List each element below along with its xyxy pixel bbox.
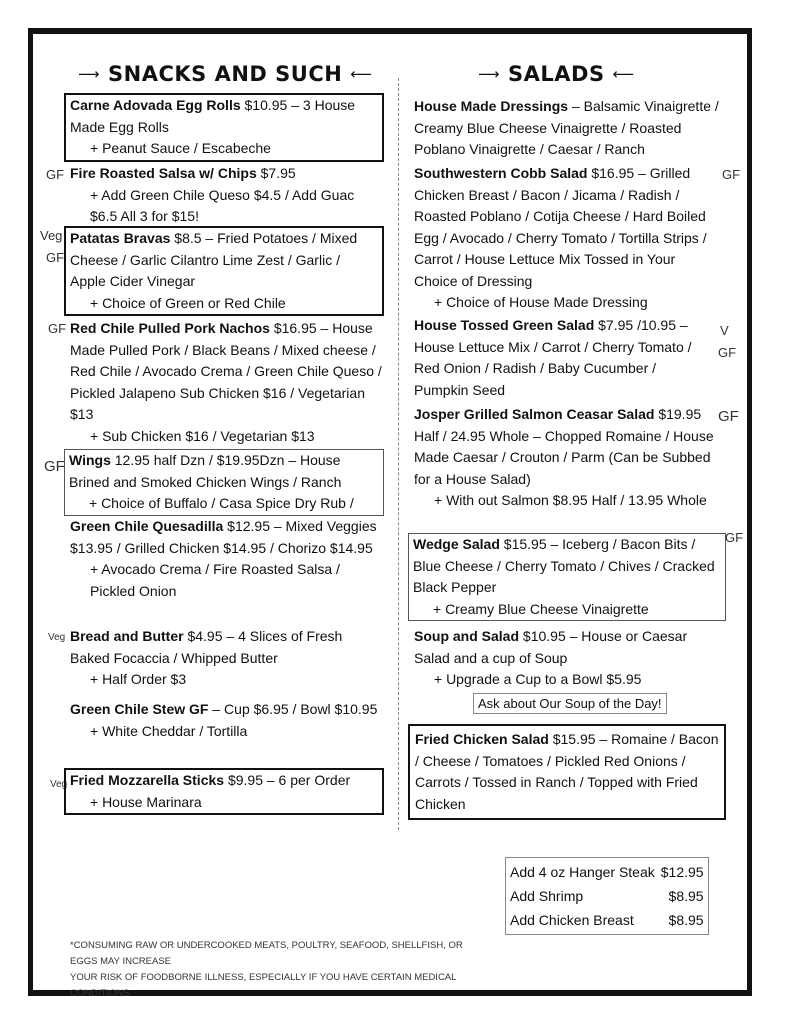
gf-tag: GF <box>725 530 744 545</box>
salads-heading-text: SALADS <box>508 62 605 86</box>
arrow-right-icon: ⟶ <box>478 65 501 83</box>
veg-tag: Veg <box>40 228 63 243</box>
menu-item-cobb: Southwestern Cobb Salad $16.95 – Grilled Chicken Breast / Bacon / Jicama / Radish / Roasted Poblano / Cotija Cheese / Hard Boiled Egg / Avocado / Cherry Tomato / Tortilla Strips / Carrot / House Lettuce Mix Tossed in Your Choice of Dressing + Choice of House Made Dressing <box>414 165 707 310</box>
menu-item-mozzarella: Fried Mozzarella Sticks $9.95 – 6 per Order + House Marinara <box>64 768 384 815</box>
add-ons-box <box>505 857 709 935</box>
menu-item-green-salad: House Tossed Green Salad $7.95 /10.95 – House Lettuce Mix / Carrot / Cherry Tomato / Red Onion / Radish / Baby Cucumber / Pumpkin Seed <box>414 317 692 398</box>
menu-item-wings: Wings 12.95 half Dzn / $19.95Dzn – House Brined and Smoked Chicken Wings / Ranch + Choice of Buffalo / Casa Spice Dry Rub / <box>64 449 384 516</box>
gf-tag: GF <box>718 408 739 425</box>
arrow-left-icon: ⟵ <box>612 65 635 83</box>
gf-tag: GF <box>46 167 65 182</box>
menu-item-wedge: Wedge Salad $15.95 – Iceberg / Bacon Bits / Blue Cheese / Cherry Tomato / Chives / Cracked Black Pepper + Creamy Blue Cheese Vinaigrette <box>408 533 726 621</box>
v-tag: V <box>720 323 729 338</box>
menu-item-dressings: House Made Dressings – Balsamic Vinaigrette / Creamy Blue Cheese Vinaigrette / Roasted Poblano Vinaigrette / Caesar / Ranch <box>414 98 719 157</box>
menu-item-green-chile-stew: Green Chile Stew GF – Cup $6.95 / Bowl $10.95 + White Cheddar / Tortilla <box>70 701 378 739</box>
add-on-row: Add 4 oz Hanger Steak $12.95 <box>510 864 704 880</box>
column-divider <box>398 78 399 830</box>
gf-tag: GF <box>44 458 65 475</box>
veg-tag: Veg <box>50 779 68 790</box>
menu-item-nachos: Red Chile Pulled Pork Nachos $16.95 – House Made Pulled Pork / Black Beans / Mixed cheese / Red Chile / Avocado Crema / Green Chile Queso / Pickled Jalapeno Sub Chicken $16 / Vegetarian $13 + Sub Chicken $16 / Vegetarian $13 <box>70 320 382 444</box>
snacks-heading <box>78 62 372 86</box>
gf-tag: GF <box>48 321 67 336</box>
add-on-row: Add Shrimp $8.95 <box>510 888 704 904</box>
menu-item-salsa: Fire Roasted Salsa w/ Chips $7.95 + Add Green Chile Queso $4.5 / Add Guac $6.5 All 3 for $15! <box>70 165 355 224</box>
food-safety-disclaimer: *CONSUMING RAW OR UNDERCOOKED MEATS, POULTRY, SEAFOOD, SHELLFISH, OR EGGS MAY INCREASE YOUR RISK OF FOODBORNE ILLNESS, ESPECIALLY IF YOU HAVE CERTAIN MEDICAL CONDITIONS. <box>70 940 463 999</box>
snacks-heading-text: SNACKS AND SUCH <box>108 62 343 86</box>
arrow-left-icon: ⟵ <box>350 65 373 83</box>
menu-item-carne-adovada: Carne Adovada Egg Rolls $10.95 – 3 House Made Egg Rolls + Peanut Sauce / Escabeche <box>64 93 384 162</box>
gf-tag: GF <box>718 345 737 360</box>
menu-item-quesadilla: Green Chile Quesadilla $12.95 – Mixed Veggies $13.95 / Grilled Chicken $14.95 / Chorizo $14.95 + Avocado Crema / Fire Roasted Salsa / Pickled Onion <box>70 518 377 599</box>
menu-item-patatas-bravas: Patatas Bravas $8.5 – Fried Potatoes / Mixed Cheese / Garlic Cilantro Lime Zest / Garlic / Apple Cider Vinegar + Choice of Green or Red Chile <box>64 226 384 316</box>
arrow-right-icon: ⟶ <box>78 65 101 83</box>
menu-item-fried-chicken-salad: Fried Chicken Salad $15.95 – Romaine / Bacon / Cheese / Tomatoes / Pickled Red Onions / Carrots / Tossed in Ranch / Topped with Fried Chicken <box>408 724 726 820</box>
gf-tag: GF <box>46 250 65 265</box>
menu-item-bread-butter: Bread and Butter $4.95 – 4 Slices of Fresh Baked Focaccia / Whipped Butter + Half Order $3 <box>70 628 343 687</box>
add-on-row: Add Chicken Breast $8.95 <box>510 912 704 928</box>
menu-item-salmon-caesar: Josper Grilled Salmon Ceasar Salad $19.95 Half / 24.95 Whole – Chopped Romaine / House Made Caesar / Crouton / Parm (Can be Subbed for a House Salad) + With out Salmon $8.95 Half / 13.95 Whole <box>414 406 714 508</box>
menu-item-soup-salad: Soup and Salad $10.95 – House or Caesar Salad and a cup of Soup + Upgrade a Cup to a Bowl $5.95 <box>414 628 688 687</box>
veg-tag: Veg <box>48 632 66 643</box>
soup-of-day-note: Ask about Our Soup of the Day! <box>473 693 667 714</box>
gf-tag: GF <box>722 167 741 182</box>
salads-heading <box>478 62 635 86</box>
